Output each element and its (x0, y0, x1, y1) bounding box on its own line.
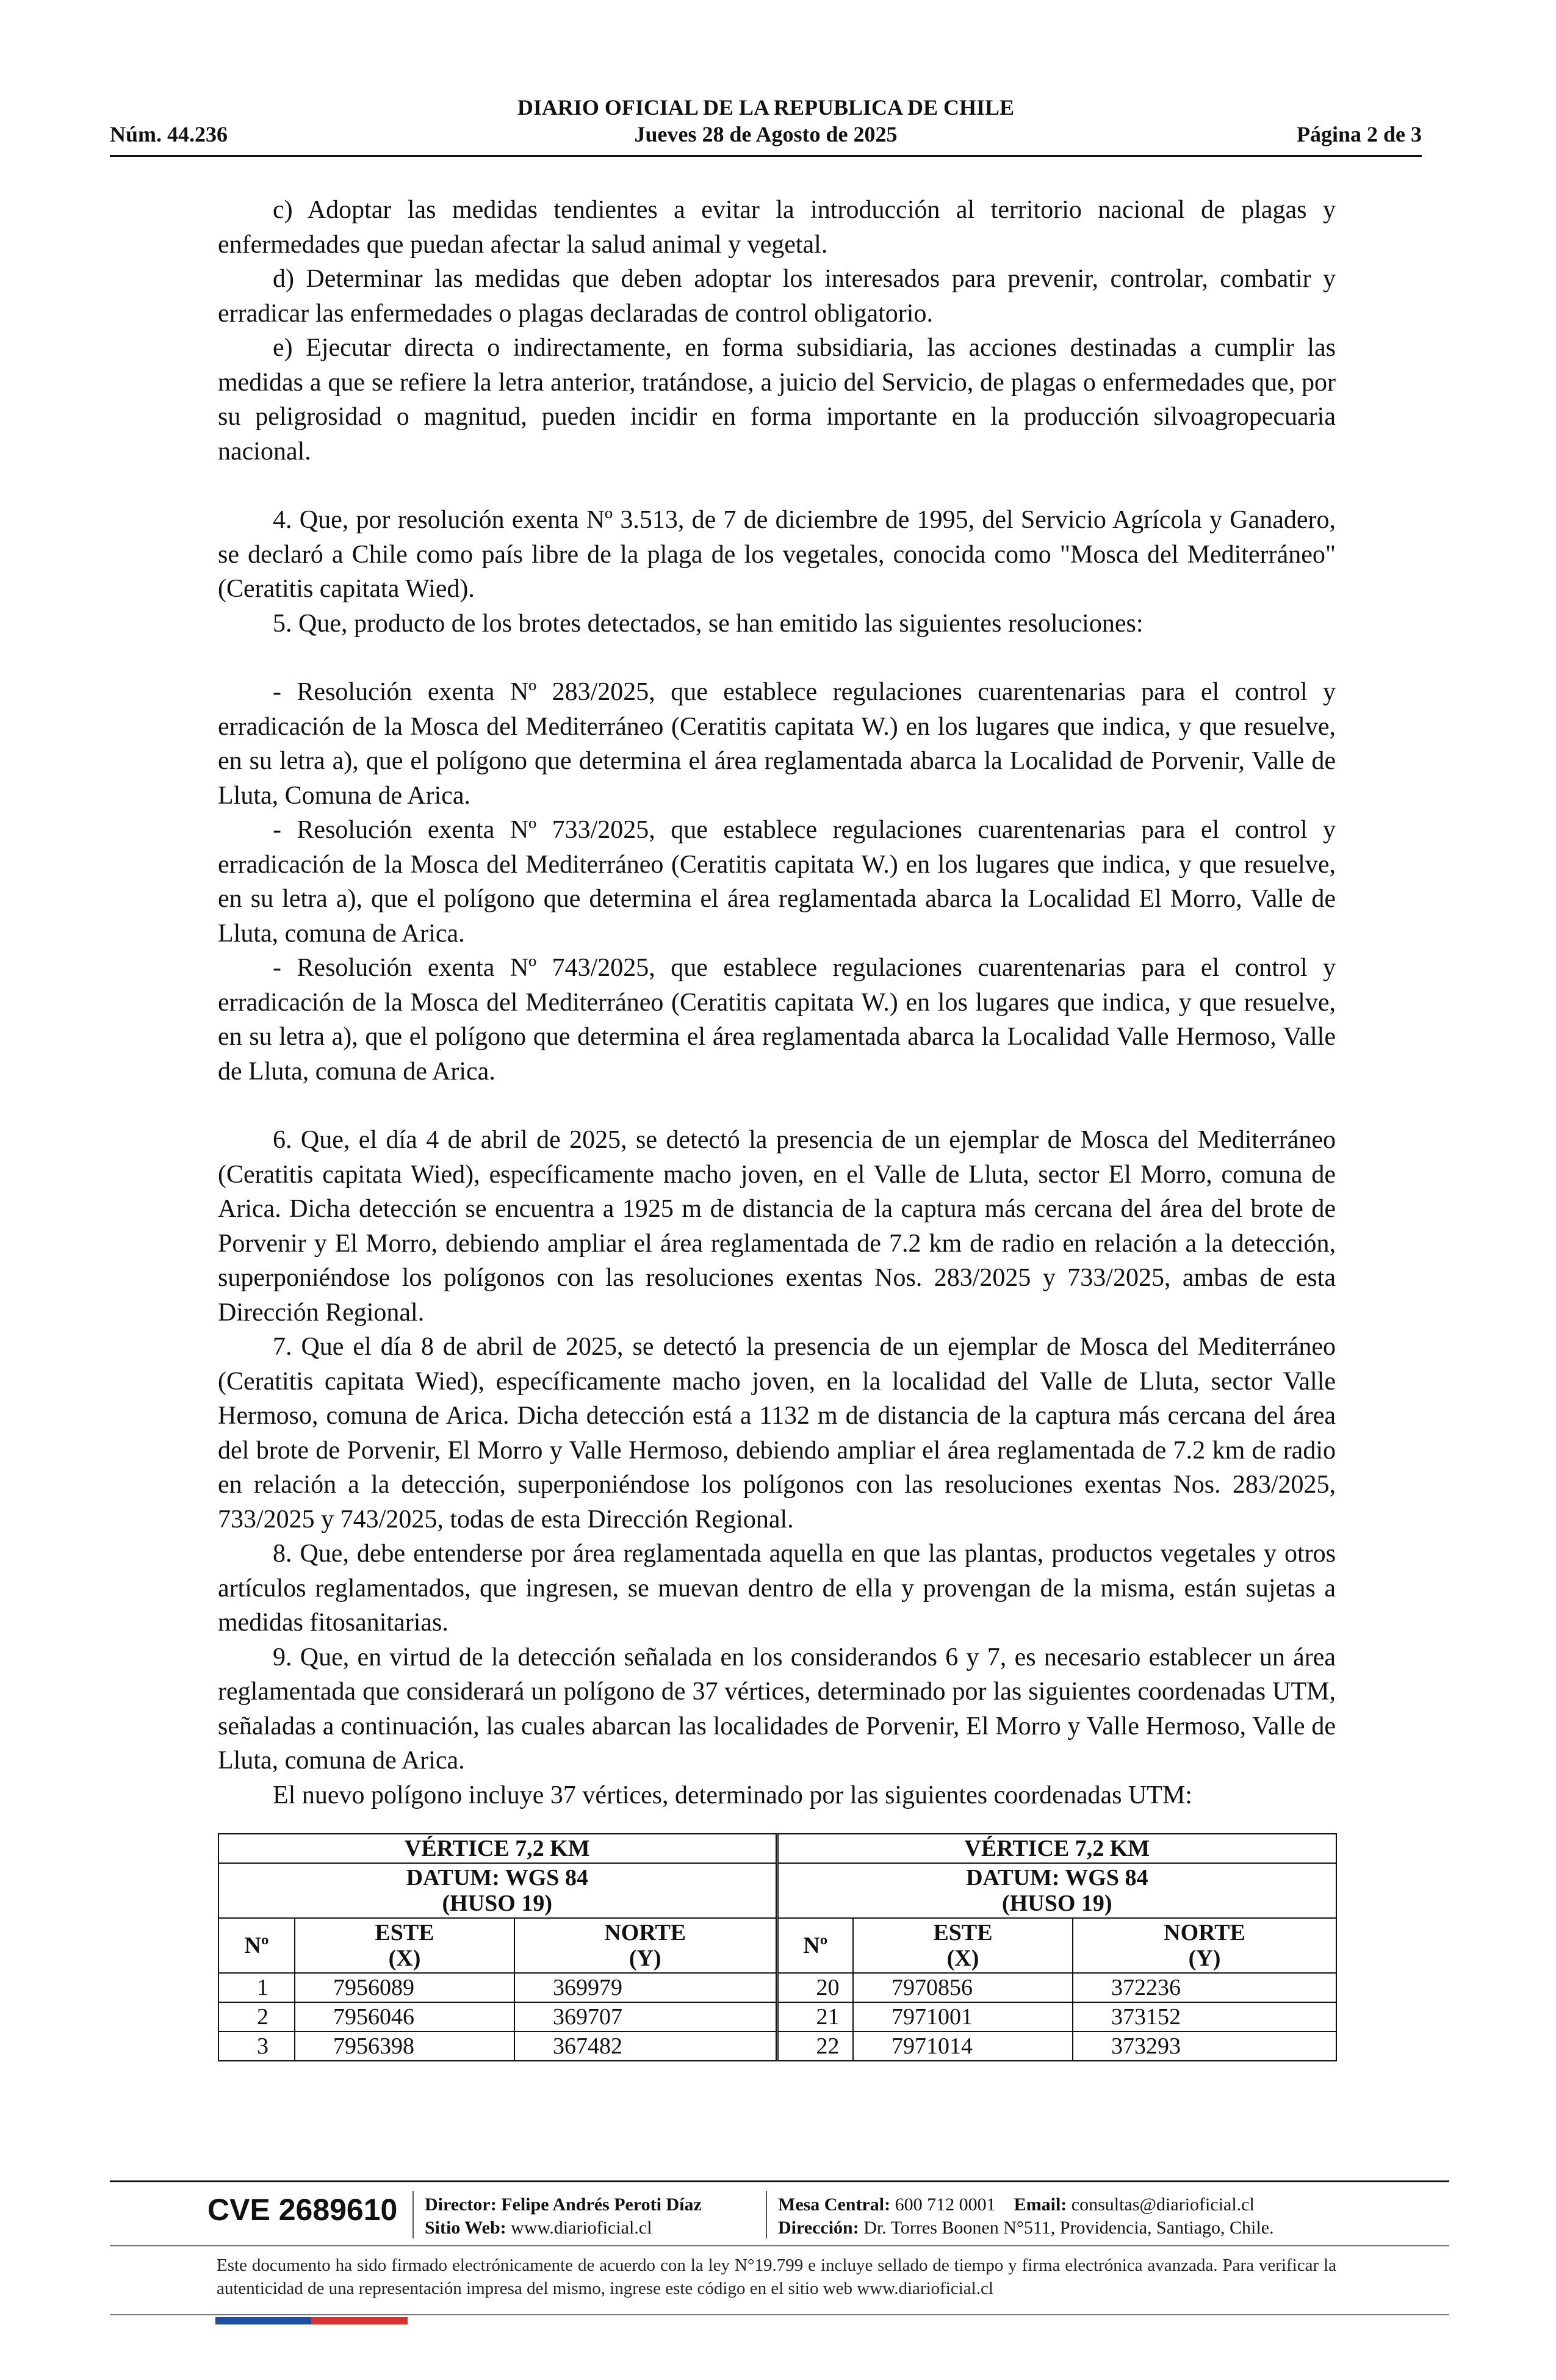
page-indicator: Página 2 de 3 (1296, 122, 1422, 146)
table-datum: DATUM: WGS 84 (HUSO 19) (777, 1863, 1336, 1918)
legal-notice: Este documento ha sido firmado electrónicamente de acuerdo con la ley N°19.799 e incluye sellado de tiempo y firma electrónica avanzada. Para verificar la autenticidad de una representación impresa del mismo, ingrese este código en el sitio web www.diarioficial.cl (217, 2256, 1336, 2298)
paragraph-7: 7. Que el día 8 de abril de 2025, se detectó la presencia de un ejemplar de Mosca del Mediterráneo (Ceratitis capitata Wied), específicamente macho joven, en la localidad del Valle de Lluta, sector Valle Hermoso, comuna de Arica. Dicha detección está a 1132 m de distancia de la captura más cercana del área del brote de Porvenir, El Morro y Valle Hermoso, debiendo ampliar el área reglamentada de 7.2 km de radio en relación a la detección, superponiéndose los polígonos con las resoluciones exentas Nos. 283/2025, 733/2025 y 743/2025, todas de esta Dirección Regional. (218, 1333, 1336, 1534)
flag-stripe (215, 2317, 408, 2324)
col-header-norte: NORTE (Y) (1073, 1918, 1336, 1973)
spacer (218, 469, 1336, 503)
cell-no: 22 (777, 2032, 853, 2061)
publication-title: DIARIO OFICIAL DE LA REPUBLICA DE CHILE (517, 95, 1015, 120)
table-datum: DATUM: WGS 84 (HUSO 19) (218, 1863, 777, 1918)
cell-este: 7956046 (295, 2002, 514, 2032)
phone-number: 600 712 0001 (895, 2194, 996, 2215)
mesa-label: Mesa Central: (778, 2194, 891, 2215)
table-row (218, 2002, 1336, 2032)
table-row (218, 2032, 1336, 2061)
website-link[interactable]: www.diarioficial.cl (511, 2218, 652, 2238)
email-label: Email: (1014, 2194, 1067, 2215)
flag-red-band (311, 2317, 408, 2324)
cell-no: 3 (218, 2032, 295, 2061)
issue-number: Núm. 44.236 (110, 122, 228, 146)
email-link[interactable]: consultas@diarioficial.cl (1071, 2194, 1255, 2215)
cell-este: 7971014 (853, 2032, 1073, 2061)
utm-coordinates-table (218, 1833, 1337, 2061)
document-body (218, 193, 1336, 2061)
cell-este: 7956089 (295, 1973, 514, 2002)
cell-no: 1 (218, 1973, 295, 2002)
footer-director-block (425, 2193, 702, 2240)
table-title: VÉRTICE 7,2 KM (218, 1834, 777, 1863)
cell-norte: 372236 (1073, 1973, 1336, 2002)
cell-no: 21 (777, 2002, 853, 2032)
col-header-norte: NORTE (Y) (514, 1918, 777, 1973)
cell-norte: 373152 (1073, 2002, 1336, 2032)
footer-separator (766, 2191, 767, 2238)
paragraph-4: 4. Que, por resolución exenta Nº 3.513, de 7 de diciembre de 1995, del Servicio Agrícola y Ganadero, se declaró a Chile como país libre de la plaga de los vegetales, conocida como "Mosca del Mediterráneo" (Ceratitis capitata Wied). (218, 506, 1336, 603)
table-row (218, 1973, 1336, 2002)
director-name: Felipe Andrés Peroti Díaz (501, 2194, 702, 2215)
cve-code: CVE 2689610 (207, 2193, 398, 2227)
cell-no: 20 (777, 1973, 853, 2002)
paragraph-e: e) Ejecutar directa o indirectamente, en forma subsidiaria, las acciones destinadas a cumplir las medidas a que se refiere la letra anterior, tratándose, a juicio del Servicio, de plagas o enfermedades que, por su peligrosidad o magnitud, pueden incidir en forma importante en la producción silvoagropecuaria nacional. (218, 334, 1336, 466)
cell-este: 7956398 (295, 2032, 514, 2061)
address: Dr. Torres Boonen N°511, Providencia, Santiago, Chile. (863, 2218, 1274, 2238)
resolution-743: - Resolución exenta Nº 743/2025, que establece regulaciones cuarentenarias para el control y erradicación de la Mosca del Mediterráneo (Ceratitis capitata W.) en los lugares que indica, y que resuelve, en su letra a), que el polígono que determina el área reglamentada abarca la Localidad Valle Hermoso, Valle de Lluta, comuna de Arica. (218, 954, 1336, 1086)
paragraph-8: 8. Que, debe entenderse por área reglamentada aquella en que las plantas, productos vegetales y otros artículos reglamentados, que ingresen, se muevan dentro de ella y provengan de la misma, están sujetas a medidas fitosanitarias. (218, 1540, 1336, 1637)
resolution-283: - Resolución exenta Nº 283/2025, que establece regulaciones cuarentenarias para el control y erradicación de la Mosca del Mediterráneo (Ceratitis capitata W.) en los lugares que indica, y que resuelve, en su letra a), que el polígono que determina el área reglamentada abarca la Localidad de Porvenir, Valle de Lluta, Comuna de Arica. (218, 678, 1336, 810)
spacer (218, 641, 1336, 675)
paragraph-9: 9. Que, en virtud de la detección señalada en los considerandos 6 y 7, es necesario establecer un área reglamentada que considerará un polígono de 37 vértices, determinado por las siguientes coordenadas UTM, señaladas a continuación, las cuales abarcan las localidades de Porvenir, El Morro y Valle Hermoso, Valle de Lluta, comuna de Arica. (218, 1643, 1336, 1775)
footer-divider (110, 2314, 1449, 2315)
paragraph-d: d) Determinar las medidas que deben adoptar los interesados para prevenir, controlar, combatir y erradicar las enfermedades o plagas declaradas de control obligatorio. (218, 265, 1336, 328)
footer-divider (110, 2245, 1449, 2246)
address-label: Dirección: (778, 2218, 859, 2238)
cell-este: 7970856 (853, 1973, 1073, 2002)
col-header-no: Nº (777, 1918, 853, 1973)
cell-este: 7971001 (853, 2002, 1073, 2032)
col-header-no: Nº (218, 1918, 295, 1973)
resolution-733: - Resolución exenta Nº 733/2025, que establece regulaciones cuarentenarias para el control y erradicación de la Mosca del Mediterráneo (Ceratitis capitata W.) en los lugares que indica, y que resuelve, en su letra a), que el polígono que determina el área reglamentada abarca la Localidad El Morro, Valle de Lluta, comuna de Arica. (218, 816, 1336, 948)
cell-norte: 373293 (1073, 2032, 1336, 2061)
col-header-este: ESTE (X) (295, 1918, 514, 1973)
paragraph-5: 5. Que, producto de los brotes detectados, se han emitido las siguientes resoluciones: (273, 609, 1144, 638)
cell-norte: 369979 (514, 1973, 777, 2002)
paragraph-6: 6. Que, el día 4 de abril de 2025, se detectó la presencia de un ejemplar de Mosca del Mediterráneo (Ceratitis capitata Wied), específicamente macho joven, en el Valle de Lluta, sector El Morro, comuna de Arica. Dicha detección se encuentra a 1925 m de distancia de la captura más cercana del área del brote de Porvenir y El Morro, debiendo ampliar el área reglamentada de 7.2 km de radio en relación a la detección, superponiéndose los polígonos con las resoluciones exentas Nos. 283/2025 y 733/2025, ambas de esta Dirección Regional. (218, 1126, 1336, 1327)
col-header-este: ESTE (X) (853, 1918, 1073, 1973)
table-title: VÉRTICE 7,2 KM (777, 1834, 1336, 1863)
footer-divider (110, 2180, 1449, 2182)
flag-blue-band (215, 2317, 311, 2324)
footer-contact-block (778, 2193, 1274, 2240)
page-header (110, 95, 1422, 156)
header-divider (110, 155, 1422, 157)
director-label: Director: (425, 2194, 497, 2215)
cell-norte: 367482 (514, 2032, 777, 2061)
cell-norte: 369707 (514, 2002, 777, 2032)
spacer (218, 1089, 1336, 1123)
footer-separator (412, 2191, 414, 2238)
cell-no: 2 (218, 2002, 295, 2032)
paragraph-c: c) Adoptar las medidas tendientes a evitar la introducción al territorio nacional de plagas y enfermedades que puedan afectar la salud animal y vegetal. (218, 196, 1336, 259)
polygon-intro: El nuevo polígono incluye 37 vértices, determinado por las siguientes coordenadas UTM: (273, 1781, 1192, 1809)
issue-date: Jueves 28 de Agosto de 2025 (634, 122, 898, 146)
web-label: Sitio Web: (425, 2218, 506, 2238)
